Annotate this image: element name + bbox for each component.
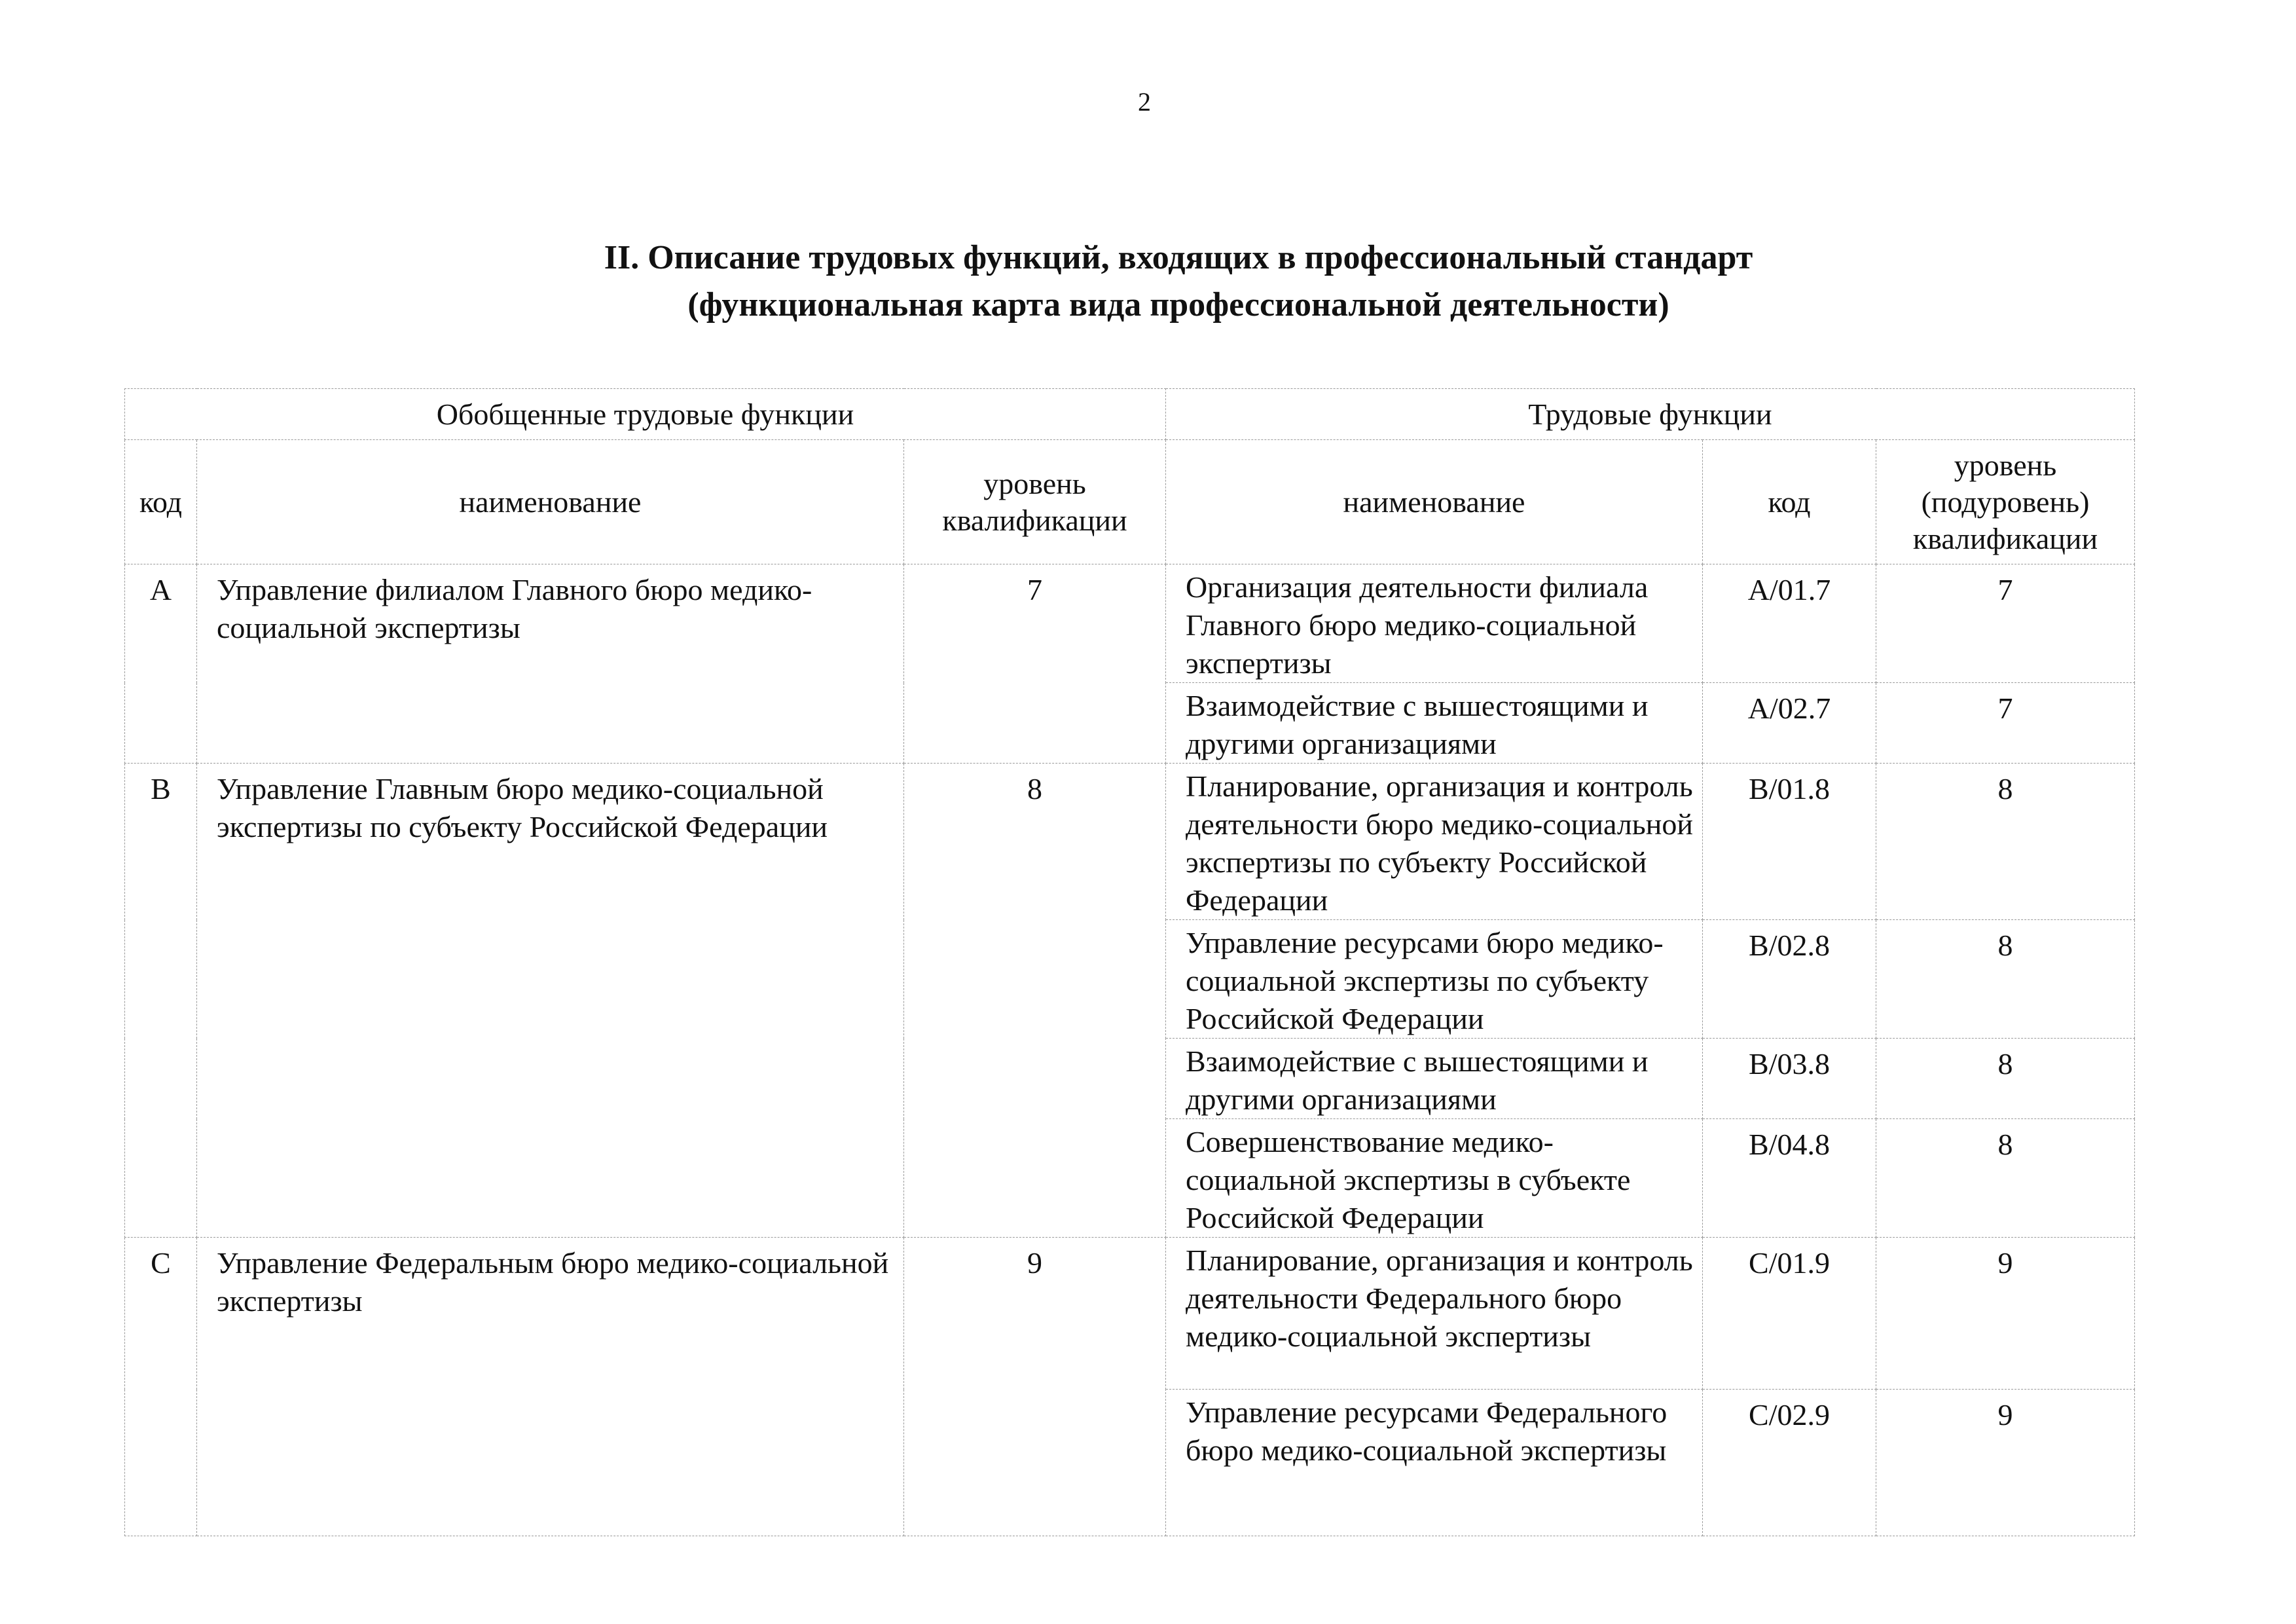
col-header-gen-code: код	[125, 440, 197, 564]
gen-code-cell: A	[125, 564, 197, 764]
tf-level-cell: 9	[1876, 1390, 2135, 1536]
functional-map-table	[124, 388, 2135, 1536]
col-header-tf-level: уровень (подуровень) квалификации	[1876, 440, 2135, 564]
tf-name-cell: Совершенствование медико-социальной экспертизы в субъекте Российской Федерации	[1166, 1119, 1703, 1238]
table-column-header-row	[125, 440, 2135, 564]
tf-code-cell: B/02.8	[1703, 920, 1876, 1039]
tf-code-cell: A/01.7	[1703, 564, 1876, 683]
gen-code-cell: B	[125, 764, 197, 1238]
tf-name-cell: Управление ресурсами Федерального бюро медико-социальной экспертизы	[1166, 1390, 1703, 1536]
gen-level-cell: 8	[904, 764, 1166, 1238]
table-row	[125, 564, 2135, 683]
gen-name-cell: Управление Федеральным бюро медико-социальной экспертизы	[197, 1238, 904, 1536]
table-row	[125, 764, 2135, 920]
tf-name-cell: Взаимодействие с вышестоящими и другими организациями	[1166, 683, 1703, 764]
generalized-functions-header: Обобщенные трудовые функции	[125, 389, 1166, 440]
tf-level-cell: 9	[1876, 1238, 2135, 1390]
tf-level-cell: 8	[1876, 920, 2135, 1039]
tf-level-cell: 8	[1876, 1119, 2135, 1238]
section-title-line-1: II. Описание трудовых функций, входящих в профессиональный стандарт	[604, 239, 1753, 276]
gen-level-cell: 9	[904, 1238, 1166, 1536]
gen-name-cell: Управление Главным бюро медико-социальной экспертизы по субъекту Российской Федерации	[197, 764, 904, 1238]
tf-code-cell: C/01.9	[1703, 1238, 1876, 1390]
tf-level-cell: 8	[1876, 1039, 2135, 1119]
col-header-tf-name: наименование	[1166, 440, 1703, 564]
gen-name-cell: Управление филиалом Главного бюро медико-социальной экспертизы	[197, 564, 904, 764]
tf-level-cell: 7	[1876, 564, 2135, 683]
col-header-gen-name: наименование	[197, 440, 904, 564]
tf-code-cell: C/02.9	[1703, 1390, 1876, 1536]
tf-name-cell: Планирование, организация и контроль деятельности Федерального бюро медико-социальной экспертизы	[1166, 1238, 1703, 1390]
tf-code-cell: B/04.8	[1703, 1119, 1876, 1238]
table-group-header-row	[125, 389, 2135, 440]
table-row	[125, 1238, 2135, 1390]
tf-name-cell: Организация деятельности филиала Главного бюро медико-социальной экспертизы	[1166, 564, 1703, 683]
gen-code-cell: C	[125, 1238, 197, 1536]
tf-code-cell: B/01.8	[1703, 764, 1876, 920]
col-header-gen-level: уровень квалификации	[904, 440, 1166, 564]
tf-name-cell: Взаимодействие с вышестоящими и другими организациями	[1166, 1039, 1703, 1119]
tf-level-cell: 7	[1876, 683, 2135, 764]
page-number: 2	[1138, 87, 1151, 117]
tf-level-cell: 8	[1876, 764, 2135, 920]
labor-functions-header: Трудовые функции	[1166, 389, 2135, 440]
gen-level-cell: 7	[904, 564, 1166, 764]
section-title-line-2: (функциональная карта вида профессиональной деятельности)	[687, 286, 1669, 323]
tf-name-cell: Управление ресурсами бюро медико-социальной экспертизы по субъекту Российской Федерации	[1166, 920, 1703, 1039]
section-title	[458, 234, 1899, 329]
col-header-tf-code: код	[1703, 440, 1876, 564]
tf-name-cell: Планирование, организация и контроль деятельности бюро медико-социальной экспертизы по субъекту Российской Федерации	[1166, 764, 1703, 920]
tf-code-cell: B/03.8	[1703, 1039, 1876, 1119]
tf-code-cell: A/02.7	[1703, 683, 1876, 764]
